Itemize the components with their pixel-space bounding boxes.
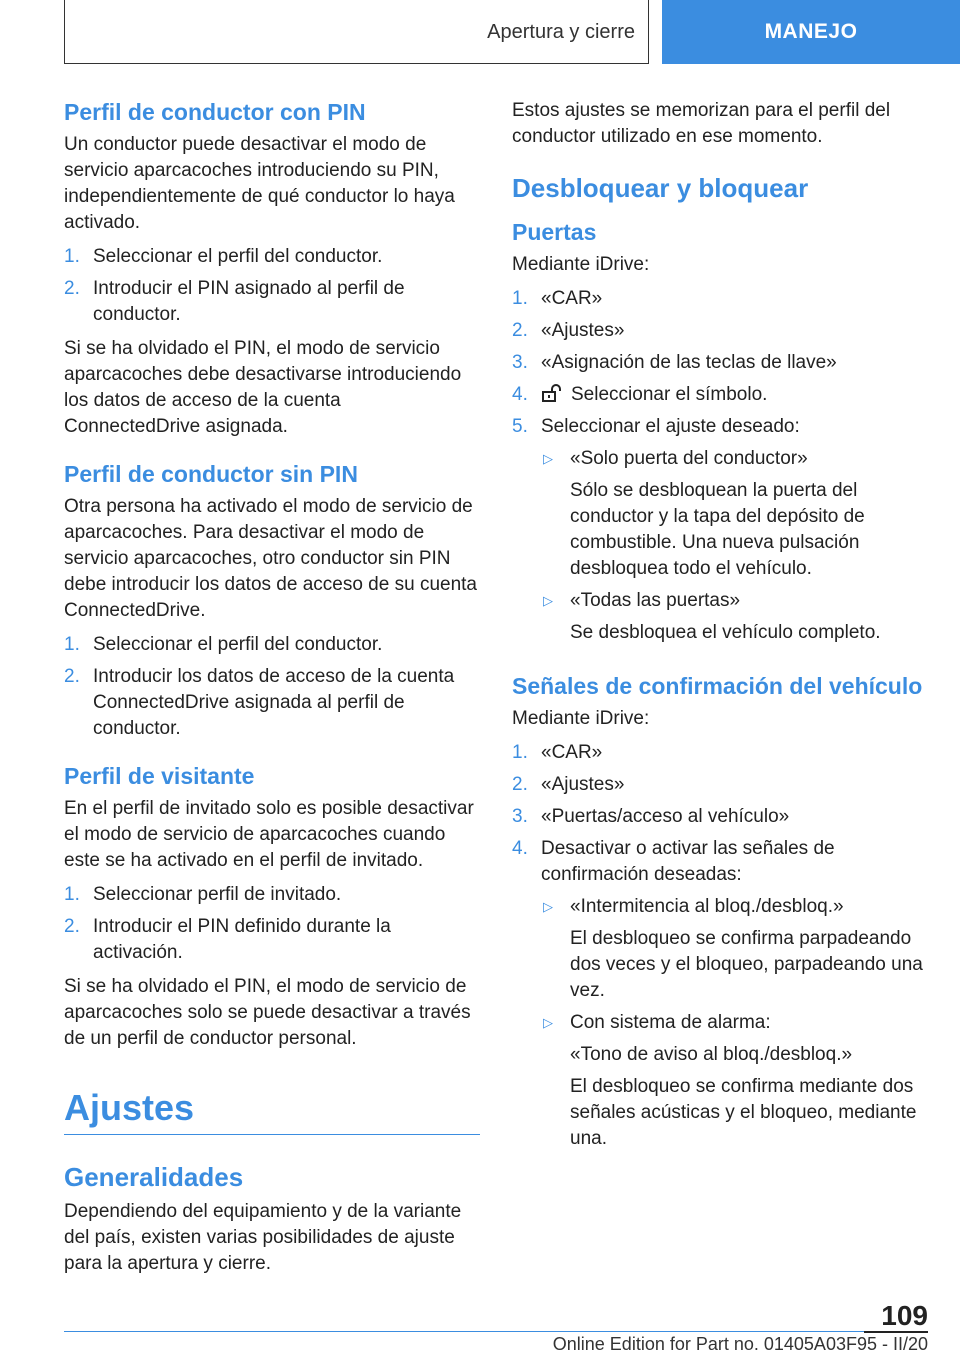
section-visitor bbox=[64, 762, 480, 1052]
paragraph: Dependiendo del equipamiento y de la variante del país, existen varias posibilidades de ajuste para la apertura y cierre. bbox=[64, 1201, 462, 1274]
heading-unlock-lock: Desbloquear y bloquear bbox=[512, 173, 809, 203]
heading-visitor: Perfil de visitante bbox=[64, 763, 255, 789]
list-item: 4. Seleccionar el símbolo. bbox=[512, 384, 768, 405]
list-item: 1. Seleccionar el perfil del conductor. bbox=[64, 246, 383, 267]
option-item: ▷ «Todas las puertas» Se desbloquea el vehículo completo. bbox=[541, 588, 928, 646]
footer-divider bbox=[64, 1331, 864, 1332]
list-item: 1. Seleccionar perfil de invitado. bbox=[64, 884, 342, 905]
list-item: 2. «Ajustes» bbox=[512, 774, 625, 795]
unlock-key-icon bbox=[541, 383, 563, 403]
list-item: 4. Desactivar o activar las señales de confirmación deseadas: ▷ «Intermitencia al bloq./desbloq.» El desbloqueo se confirma parpadeando dos veces y el bloqueo, parpadeando una vez. ▷ Con sistema de alarma: «Tono de aviso al bloq./desbloq.» El desbloqueo se confirma mediante dos señales acústicas y el bloqueo, mediante una. bbox=[512, 836, 928, 1158]
options-list bbox=[541, 894, 928, 1152]
section-confirmation-signals bbox=[512, 672, 928, 1158]
heading-pin-driver: Perfil de conductor con PIN bbox=[64, 99, 366, 125]
list-item: 5. Seleccionar el ajuste deseado: ▷ «Solo puerta del conductor» Sólo se desbloquean la puerta del conductor y la tapa del depósito de combustible. Una nueva pulsación desbloquea todo el vehículo. ▷ «Todas las puertas» Se desbloquea el vehículo completo. bbox=[512, 414, 928, 652]
steps-list bbox=[64, 632, 480, 742]
triangle-bullet-icon: ▷ bbox=[543, 593, 553, 608]
left-column bbox=[64, 98, 480, 1285]
list-item: 2. Introducir el PIN definido durante la activación. bbox=[64, 916, 391, 963]
paragraph: Si se ha olvidado el PIN, el modo de servicio aparcacoches debe desactivarse introduciendo los datos de acceso de la cuenta ConnectedDrive asignada. bbox=[64, 338, 462, 437]
list-item: 2. Introducir el PIN asignado al perfil de conductor. bbox=[64, 278, 405, 325]
heading-doors: Puertas bbox=[512, 219, 597, 245]
list-item: 2. «Ajustes» bbox=[512, 320, 625, 341]
paragraph: Un conductor puede desactivar el modo de servicio aparcacoches introduciendo su PIN, independientemente de qué conductor lo haya activado. bbox=[64, 134, 455, 233]
footer-edition: Online Edition for Part no. 01405A03F95 - II/20 bbox=[552, 1334, 928, 1354]
list-item: 1. «CAR» bbox=[512, 288, 603, 309]
steps-list bbox=[512, 286, 928, 652]
paragraph: Si se ha olvidado el PIN, el modo de servicio de aparcacoches solo se puede desactivar a través de un perfil de conductor personal. bbox=[64, 976, 471, 1049]
triangle-bullet-icon: ▷ bbox=[543, 1015, 553, 1030]
steps-list bbox=[64, 882, 480, 966]
paragraph: Mediante iDrive: bbox=[512, 708, 650, 729]
paragraph: Mediante iDrive: bbox=[512, 254, 650, 275]
paragraph: En el perfil de invitado solo es posible desactivar el modo de servicio de aparcacoches cuando este se ha activado en el perfil de invitado. bbox=[64, 798, 474, 871]
steps-list bbox=[512, 740, 928, 1158]
section-doors bbox=[512, 218, 928, 652]
page-number: 109 bbox=[881, 1300, 928, 1331]
section-no-pin-driver bbox=[64, 460, 480, 742]
heading-confirmation-signals: Señales de confirmación del vehículo bbox=[512, 673, 923, 699]
list-item: 2. Introducir los datos de acceso de la cuenta ConnectedDrive asignada al perfil de conductor. bbox=[64, 666, 455, 739]
list-item: 3. «Asignación de las teclas de llave» bbox=[512, 352, 837, 373]
heading-no-pin-driver: Perfil de conductor sin PIN bbox=[64, 461, 358, 487]
section-pin-driver bbox=[64, 98, 480, 440]
triangle-bullet-icon: ▷ bbox=[543, 899, 553, 914]
header-section-title: Apertura y cierre bbox=[487, 20, 635, 43]
option-item: ▷ «Solo puerta del conductor» Sólo se desbloquean la puerta del conductor y la tapa del depósito de combustible. Una nueva pulsación desbloquea todo el vehículo. bbox=[541, 446, 928, 582]
heading-generalidades: Generalidades bbox=[64, 1162, 244, 1192]
option-item: ▷ Con sistema de alarma: «Tono de aviso al bloq./desbloq.» El desbloqueo se confirma mediante dos señales acústicas y el bloqueo, mediante una. bbox=[541, 1010, 928, 1152]
paragraph: Otra persona ha activado el modo de servicio de aparcacoches. Para desactivar el modo de servicio aparcacoches, otro conductor sin PIN debe introducir los datos de acceso de su cuenta ConnectedDrive. bbox=[64, 496, 477, 621]
heading-ajustes: Ajustes bbox=[64, 1088, 480, 1135]
option-item: ▷ «Intermitencia al bloq./desbloq.» El desbloqueo se confirma parpadeando dos veces y el bloqueo, parpadeando una vez. bbox=[541, 894, 928, 1004]
right-column bbox=[512, 98, 928, 1166]
triangle-bullet-icon: ▷ bbox=[543, 451, 553, 466]
paragraph: Estos ajustes se memorizan para el perfil del conductor utilizado en ese momento. bbox=[512, 100, 891, 147]
list-item: 1. «CAR» bbox=[512, 742, 603, 763]
list-item: 1. Seleccionar el perfil del conductor. bbox=[64, 634, 383, 655]
steps-list bbox=[64, 244, 480, 328]
section-ajustes bbox=[64, 1088, 480, 1277]
options-list bbox=[541, 446, 928, 646]
list-item: 3. «Puertas/acceso al vehículo» bbox=[512, 806, 790, 827]
header-chapter-tab: MANEJO bbox=[662, 0, 960, 64]
footer-divider-accent bbox=[864, 1331, 928, 1333]
